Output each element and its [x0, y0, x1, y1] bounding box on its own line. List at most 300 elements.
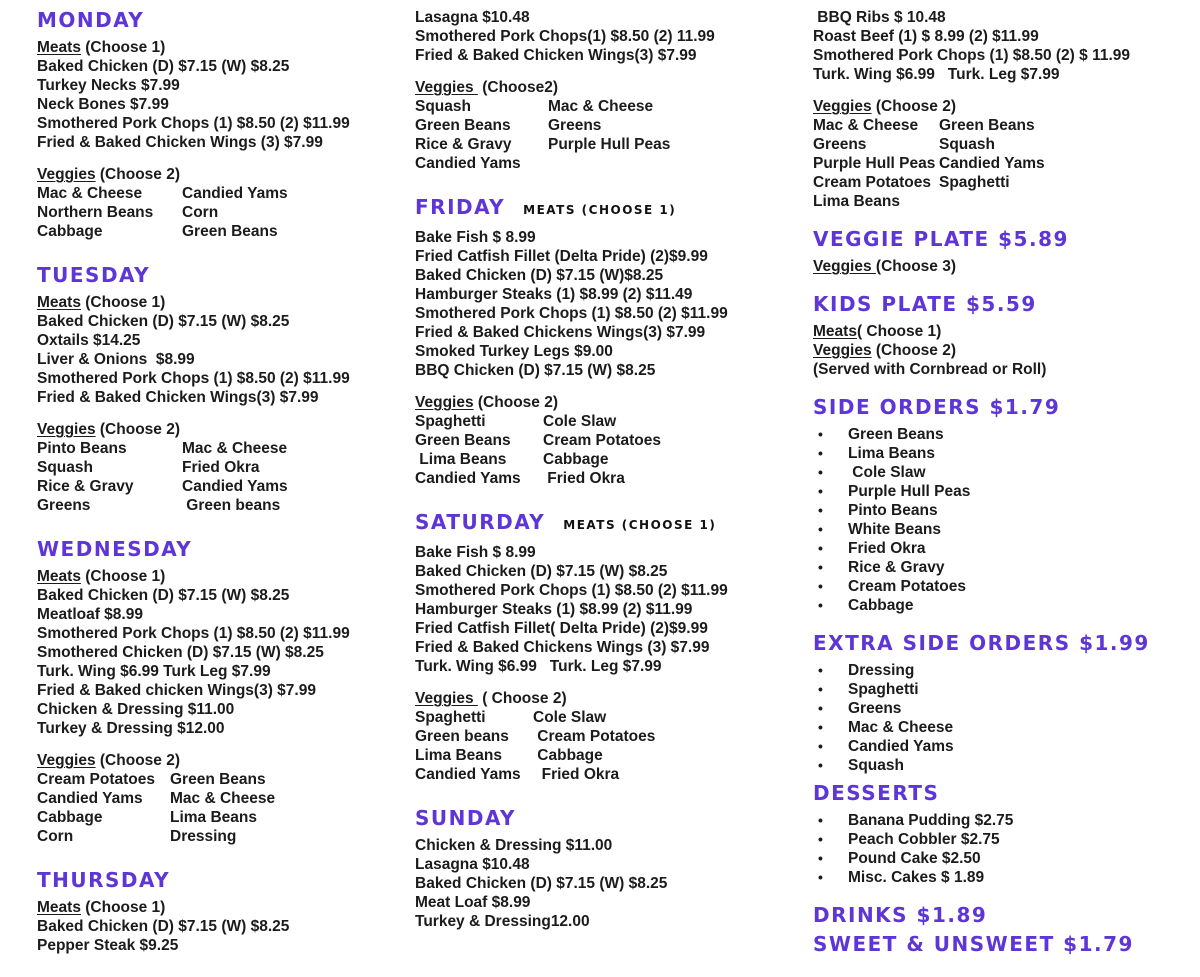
- menu-item: BBQ Chicken (D) $7.15 (W) $8.25: [415, 362, 656, 379]
- veggie-left: Squash: [37, 459, 93, 476]
- section-thursday: [37, 868, 409, 955]
- veggie-right: Spaghetti: [939, 174, 1010, 191]
- bullet-icon: •: [818, 464, 823, 480]
- menu-item: Fried Catfish Fillet( Delta Pride) (2)$9.99: [415, 620, 708, 637]
- section-title-text: SATURDAY: [415, 510, 546, 534]
- menu-block: [415, 689, 753, 784]
- menu-item: Fried & Baked Chicken Wings (3) $7.99: [37, 134, 323, 151]
- label-underlined: Veggies: [415, 79, 478, 96]
- section-title-text: WEDNESDAY: [37, 537, 193, 561]
- veggie-left: Candied Yams: [415, 470, 521, 487]
- label-meats: [37, 38, 409, 57]
- section-kids-plate-5-59: [813, 292, 1185, 379]
- menu-block: [415, 393, 753, 488]
- veggie-left: Candied Yams: [37, 790, 143, 807]
- veggie-pair: [415, 708, 753, 727]
- bullet-item-label: Peach Cobbler $2.75: [848, 831, 1000, 848]
- bullet-item: [813, 849, 1185, 868]
- veggie-pair: [415, 450, 753, 469]
- bullet-icon: •: [818, 757, 823, 773]
- menu-column-1: [37, 8, 409, 977]
- veggie-right: Dressing: [170, 828, 237, 845]
- menu-item: Baked Chicken (D) $7.15 (W)$8.25: [415, 267, 664, 284]
- section-title-text: DESSERTS: [813, 781, 940, 805]
- bullet-item-label: Greens: [848, 700, 902, 717]
- menu-item: Fried Catfish Fillet (Delta Pride) (2)$9.99: [415, 248, 708, 265]
- label-veggies: [37, 420, 409, 439]
- menu-item: Turkey & Dressing12.00: [415, 913, 590, 930]
- bullet-item: [813, 718, 1185, 737]
- bullet-item-label: Cabbage: [848, 597, 914, 614]
- veggie-left: Cabbage: [37, 809, 103, 826]
- label-rest: ( Choose 1): [856, 323, 942, 340]
- menu-block: [37, 165, 409, 241]
- section-veggie-plate-5-89: [813, 227, 1185, 276]
- bullet-icon: •: [818, 719, 823, 735]
- veggie-pair: [415, 412, 753, 431]
- bullet-icon: •: [818, 869, 823, 885]
- bullet-icon: •: [818, 681, 823, 697]
- bullet-item-label: Misc. Cakes $ 1.89: [848, 869, 985, 886]
- label-underlined: Meats: [813, 323, 857, 340]
- menu-item: Baked Chicken (D) $7.15 (W) $8.25: [37, 313, 290, 330]
- menu-item: Roast Beef (1) $ 8.99 (2) $11.99: [813, 28, 1039, 45]
- menu-column-2: [415, 8, 753, 953]
- veggie-right: Greens: [548, 117, 602, 134]
- label-underlined: Veggies: [37, 752, 96, 769]
- veggie-left: Rice & Gravy: [415, 136, 512, 153]
- veggie-pair: [37, 808, 409, 827]
- veggie-left: Cabbage: [37, 223, 103, 240]
- bullet-item: [813, 699, 1185, 718]
- menu-item: Fried & Baked chicken Wings(3) $7.99: [37, 682, 316, 699]
- veggie-left: Candied Yams: [415, 766, 521, 783]
- menu-item: Baked Chicken (D) $7.15 (W) $8.25: [37, 918, 290, 935]
- veggie-pair: [813, 173, 1185, 192]
- veggie-pair: [415, 727, 753, 746]
- veggie-right: Mac & Cheese: [182, 440, 288, 457]
- bullet-icon: •: [818, 540, 823, 556]
- label-underlined: Veggies: [813, 98, 872, 115]
- veggie-pair: [813, 192, 1185, 211]
- bullet-item-label: Fried Okra: [848, 540, 926, 557]
- menu-block: [37, 567, 409, 738]
- label-underlined: Veggies: [37, 166, 96, 183]
- veggie-left: Lima Beans: [813, 193, 901, 210]
- veggie-right: Lima Beans: [170, 809, 258, 826]
- label-rest: (Choose 1): [80, 294, 166, 311]
- section-title-text: SIDE ORDERS $1.79: [813, 395, 1061, 419]
- bullet-icon: •: [818, 850, 823, 866]
- section-title-text: THURSDAY: [37, 868, 171, 892]
- bullet-icon: •: [818, 559, 823, 575]
- menu-block: [813, 811, 1185, 887]
- veggie-left: Cream Potatoes: [37, 771, 156, 788]
- menu-block: [813, 8, 1185, 84]
- menu-item: Oxtails $14.25: [37, 332, 141, 349]
- menu-block: [415, 543, 753, 676]
- section-title: [813, 227, 1185, 252]
- bullet-item: [813, 680, 1185, 699]
- menu-block: [37, 420, 409, 515]
- bullet-icon: •: [818, 578, 823, 594]
- section-title-text: EXTRA SIDE ORDERS $1.99: [813, 631, 1150, 655]
- section-title: [37, 263, 409, 288]
- veggie-left: Rice & Gravy: [37, 478, 134, 495]
- section-title-text: SUNDAY: [415, 806, 517, 830]
- bullet-item-label: Cole Slaw: [848, 464, 926, 481]
- bullet-item: [813, 520, 1185, 539]
- menu-item: Smothered Chicken (D) $7.15 (W) $8.25: [37, 644, 324, 661]
- section-title: [813, 903, 1185, 928]
- veggie-left: Northern Beans: [37, 204, 154, 221]
- veggie-right: Cabbage: [543, 451, 609, 468]
- section-title-text: FRIDAY: [415, 195, 506, 219]
- menu-item: Turk. Wing $6.99 Turk. Leg $7.99: [415, 658, 662, 675]
- bullet-item: [813, 830, 1185, 849]
- label-underlined: Veggies: [415, 690, 478, 707]
- label-veggies: [37, 165, 409, 184]
- bullet-item-label: Pound Cake $2.50: [848, 850, 981, 867]
- veggie-pair: [37, 789, 409, 808]
- menu-item: Neck Bones $7.99: [37, 96, 169, 113]
- bullet-icon: •: [818, 662, 823, 678]
- menu-item: Fried & Baked Chickens Wings (3) $7.99: [415, 639, 710, 656]
- section-extra-side-orders-1-99: [813, 631, 1185, 775]
- section-title: [37, 868, 409, 893]
- veggie-right: Green beans: [182, 497, 281, 514]
- label-underlined: Meats: [37, 568, 81, 585]
- bullet-item: [813, 756, 1185, 775]
- veggie-pair: [415, 469, 753, 488]
- veggie-left: Green Beans: [415, 432, 511, 449]
- menu-block: [415, 228, 753, 380]
- label-veggies: [415, 78, 753, 97]
- bullet-item-label: Lima Beans: [848, 445, 936, 462]
- section-continued-2: [415, 8, 753, 173]
- section-drinks-1-89: [813, 903, 1185, 928]
- label-underlined: Veggies: [813, 342, 872, 359]
- veggie-right: Cole Slaw: [533, 709, 607, 726]
- veggie-pair: [813, 116, 1185, 135]
- veggie-left: Greens: [37, 497, 91, 514]
- veggie-left: Lima Beans: [415, 451, 507, 468]
- label-underlined: Meats: [37, 899, 81, 916]
- menu-item: Lasagna $10.48: [415, 856, 530, 873]
- veggie-pair: [37, 827, 409, 846]
- menu-block: [37, 751, 409, 846]
- label-meats: [37, 898, 409, 917]
- bullet-item-label: Banana Pudding $2.75: [848, 812, 1014, 829]
- section-title: [415, 195, 753, 223]
- label-underlined: Veggies: [415, 394, 474, 411]
- menu-block: [415, 78, 753, 173]
- bullet-item-label: Dressing: [848, 662, 915, 679]
- label-veggies: [415, 393, 753, 412]
- section-title-text: VEGGIE PLATE $5.89: [813, 227, 1069, 251]
- bullet-item: [813, 501, 1185, 520]
- section-sweet-unsweet-1-79: [813, 932, 1185, 957]
- menu-item: Bake Fish $ 8.99: [415, 229, 536, 246]
- menu-item: Liver & Onions $8.99: [37, 351, 195, 368]
- veggie-left: Greens: [813, 136, 867, 153]
- menu-block: [813, 322, 1185, 379]
- bullet-item: [813, 811, 1185, 830]
- veggie-pair: [37, 496, 409, 515]
- bullet-item-label: Pinto Beans: [848, 502, 938, 519]
- veggie-right: Green Beans: [170, 771, 266, 788]
- label-meats: [813, 322, 1185, 341]
- veggie-pair: [415, 135, 753, 154]
- section-title-text: DRINKS $1.89: [813, 903, 988, 927]
- bullet-icon: •: [818, 521, 823, 537]
- veggie-pair: [37, 770, 409, 789]
- menu-item: Smothered Pork Chops (1) $8.50 (2) $11.99: [37, 370, 350, 387]
- section-continued-3: [813, 8, 1185, 211]
- bullet-icon: •: [818, 831, 823, 847]
- veggie-right: Fried Okra: [543, 470, 625, 487]
- veggie-right: Candied Yams: [939, 155, 1045, 172]
- menu-item: Bake Fish $ 8.99: [415, 544, 536, 561]
- veggie-left: Lima Beans: [415, 747, 503, 764]
- bullet-icon: •: [818, 597, 823, 613]
- veggie-left: Cream Potatoes: [813, 174, 932, 191]
- section-title-text: TUESDAY: [37, 263, 151, 287]
- bullet-item: [813, 737, 1185, 756]
- veggie-left: Green Beans: [415, 117, 511, 134]
- label-underlined: Veggies: [813, 258, 876, 275]
- label-rest: (Choose 2): [95, 421, 180, 438]
- label-rest: (Choose 3): [875, 258, 956, 275]
- bullet-item: [813, 596, 1185, 615]
- bullet-item: [813, 425, 1185, 444]
- label-rest: (Choose 2): [95, 752, 180, 769]
- bullet-item-label: Cream Potatoes: [848, 578, 967, 595]
- label-veggies: [415, 689, 753, 708]
- veggie-pair: [37, 222, 409, 241]
- section-title-text: KIDS PLATE $5.59: [813, 292, 1037, 316]
- veggie-right: Fried Okra: [533, 766, 620, 783]
- section-saturday: [415, 510, 753, 784]
- veggie-left: Mac & Cheese: [813, 117, 919, 134]
- menu-item: Meatloaf $8.99: [37, 606, 143, 623]
- veggie-right: Fried Okra: [182, 459, 260, 476]
- menu-block: [37, 293, 409, 407]
- menu-item: Smoked Turkey Legs $9.00: [415, 343, 613, 360]
- label-veggies: [813, 341, 1185, 360]
- menu-item: Smothered Pork Chops (1) $8.50 (2) $11.99: [415, 582, 728, 599]
- veggie-pair: [37, 439, 409, 458]
- veggie-pair: [813, 154, 1185, 173]
- label-veggies: [813, 257, 1185, 276]
- menu-block: [813, 97, 1185, 211]
- label-rest: ( Choose 2): [477, 690, 567, 707]
- menu-block: [415, 8, 753, 65]
- menu-item: Lasagna $10.48: [415, 9, 530, 26]
- veggie-left: Squash: [415, 98, 471, 115]
- veggie-left: Corn: [37, 828, 74, 845]
- bullet-icon: •: [818, 445, 823, 461]
- veggie-right: Cream Potatoes: [533, 728, 656, 745]
- label-underlined: Veggies: [37, 421, 96, 438]
- veggie-left: Pinto Beans: [37, 440, 127, 457]
- label-veggies: [37, 751, 409, 770]
- bullet-item: [813, 482, 1185, 501]
- veggie-pair: [37, 184, 409, 203]
- section-monday: [37, 8, 409, 241]
- bullet-item-label: Purple Hull Peas: [848, 483, 971, 500]
- menu-block: [415, 836, 753, 931]
- veggie-right: Cream Potatoes: [543, 432, 662, 449]
- section-title: [813, 781, 1185, 806]
- menu-item: Turkey & Dressing $12.00: [37, 720, 225, 737]
- menu-item: Meat Loaf $8.99: [415, 894, 531, 911]
- menu-item: Fried & Baked Chicken Wings(3) $7.99: [415, 47, 697, 64]
- label-meats: [37, 293, 409, 312]
- bullet-item: [813, 558, 1185, 577]
- bullet-icon: •: [818, 502, 823, 518]
- veggie-right: Corn: [182, 204, 219, 221]
- veggie-pair: [415, 97, 753, 116]
- label-rest: (Choose 2): [871, 98, 956, 115]
- veggie-right: Mac & Cheese: [170, 790, 276, 807]
- menu-item: Smothered Pork Chops (1) $8.50 (2) $11.99: [37, 115, 350, 132]
- veggie-pair: [415, 116, 753, 135]
- bullet-item-label: White Beans: [848, 521, 942, 538]
- bullet-icon: •: [818, 426, 823, 442]
- bullet-item: [813, 661, 1185, 680]
- section-friday: [415, 195, 753, 488]
- section-title: [415, 806, 753, 831]
- menu-block: [813, 425, 1185, 615]
- section-title: [813, 631, 1185, 656]
- bullet-icon: •: [818, 738, 823, 754]
- bullet-item-label: Mac & Cheese: [848, 719, 954, 736]
- bullet-item-label: Spaghetti: [848, 681, 919, 698]
- menu-item: BBQ Ribs $ 10.48: [813, 9, 946, 26]
- veggie-pair: [37, 458, 409, 477]
- label-rest: (Choose 2): [473, 394, 558, 411]
- section-sunday: [415, 806, 753, 931]
- section-title-suffix: MEATS (CHOOSE 1): [563, 518, 717, 532]
- section-wednesday: [37, 537, 409, 846]
- section-title: [37, 8, 409, 33]
- veggie-right: Purple Hull Peas: [548, 136, 671, 153]
- label-meats: [37, 567, 409, 586]
- bullet-icon: •: [818, 700, 823, 716]
- section-title-text: MONDAY: [37, 8, 145, 32]
- veggie-left: Purple Hull Peas: [813, 155, 936, 172]
- veggie-left: Candied Yams: [415, 155, 521, 172]
- section-desserts: [813, 781, 1185, 887]
- menu-item: Chicken & Dressing $11.00: [37, 701, 235, 718]
- menu-item: Pepper Steak $9.25: [37, 937, 179, 954]
- veggie-right: Green Beans: [939, 117, 1035, 134]
- menu-item: (Served with Cornbread or Roll): [813, 361, 1047, 378]
- bullet-item-label: Candied Yams: [848, 738, 954, 755]
- menu-item: Chicken & Dressing $11.00: [415, 837, 613, 854]
- menu-item: Smothered Pork Chops (1) $8.50 (2) $11.99: [37, 625, 350, 642]
- veggie-right: Green Beans: [182, 223, 278, 240]
- menu-item: Turkey Necks $7.99: [37, 77, 180, 94]
- bullet-icon: •: [818, 812, 823, 828]
- menu-item: Baked Chicken (D) $7.15 (W) $8.25: [415, 563, 668, 580]
- bullet-item: [813, 539, 1185, 558]
- bullet-item: [813, 868, 1185, 887]
- label-rest: (Choose 1): [80, 899, 166, 916]
- veggie-right: Squash: [939, 136, 995, 153]
- menu-item: Baked Chicken (D) $7.15 (W) $8.25: [37, 587, 290, 604]
- menu-item: Smothered Pork Chops (1) $8.50 (2) $ 11.99: [813, 47, 1131, 64]
- veggie-left: Spaghetti: [415, 709, 486, 726]
- veggie-left: Spaghetti: [415, 413, 486, 430]
- section-title-suffix: MEATS (CHOOSE 1): [523, 203, 677, 217]
- veggie-pair: [37, 203, 409, 222]
- menu-block: [37, 898, 409, 955]
- veggie-right: Mac & Cheese: [548, 98, 654, 115]
- label-underlined: Meats: [37, 294, 81, 311]
- menu-column-3: [813, 8, 1185, 973]
- veggie-right: Cabbage: [533, 747, 603, 764]
- section-title-text: SWEET & UNSWEET $1.79: [813, 932, 1134, 956]
- label-underlined: Meats: [37, 39, 81, 56]
- label-rest: (Choose2): [477, 79, 558, 96]
- label-rest: (Choose 1): [80, 39, 166, 56]
- veggie-pair: [813, 135, 1185, 154]
- bullet-item-label: Rice & Gravy: [848, 559, 945, 576]
- bullet-item: [813, 463, 1185, 482]
- menu-item: Hamburger Steaks (1) $8.99 (2) $11.99: [415, 601, 693, 618]
- menu-block: [813, 257, 1185, 276]
- section-title: [813, 932, 1185, 957]
- veggie-pair: [415, 765, 753, 784]
- menu-block: [813, 661, 1185, 775]
- section-side-orders-1-79: [813, 395, 1185, 615]
- menu-item: Smothered Pork Chops (1) $8.50 (2) $11.99: [415, 305, 728, 322]
- menu-item: Fried & Baked Chickens Wings(3) $7.99: [415, 324, 706, 341]
- bullet-item-label: Squash: [848, 757, 904, 774]
- bullet-item: [813, 444, 1185, 463]
- section-title: [813, 292, 1185, 317]
- section-title: [813, 395, 1185, 420]
- section-title: [37, 537, 409, 562]
- veggie-pair: [415, 154, 753, 173]
- bullet-icon: •: [818, 483, 823, 499]
- label-rest: (Choose 1): [80, 568, 166, 585]
- veggie-right: Candied Yams: [182, 478, 288, 495]
- veggie-left: Green beans: [415, 728, 509, 745]
- label-veggies: [813, 97, 1185, 116]
- menu-item: Turk. Wing $6.99 Turk. Leg $7.99: [813, 66, 1060, 83]
- veggie-left: Mac & Cheese: [37, 185, 143, 202]
- veggie-pair: [415, 746, 753, 765]
- menu-item: Hamburger Steaks (1) $8.99 (2) $11.49: [415, 286, 693, 303]
- veggie-right: Cole Slaw: [543, 413, 617, 430]
- section-title: [415, 510, 753, 538]
- menu-block: [37, 38, 409, 152]
- menu-item: Turk. Wing $6.99 Turk Leg $7.99: [37, 663, 271, 680]
- section-tuesday: [37, 263, 409, 515]
- menu-item: Baked Chicken (D) $7.15 (W) $8.25: [37, 58, 290, 75]
- veggie-pair: [415, 431, 753, 450]
- menu-item: Smothered Pork Chops(1) $8.50 (2) 11.99: [415, 28, 715, 45]
- menu-item: Baked Chicken (D) $7.15 (W) $8.25: [415, 875, 668, 892]
- veggie-pair: [37, 477, 409, 496]
- veggie-right: Candied Yams: [182, 185, 288, 202]
- label-rest: (Choose 2): [95, 166, 180, 183]
- menu-item: Fried & Baked Chicken Wings(3) $7.99: [37, 389, 319, 406]
- bullet-item-label: Green Beans: [848, 426, 944, 443]
